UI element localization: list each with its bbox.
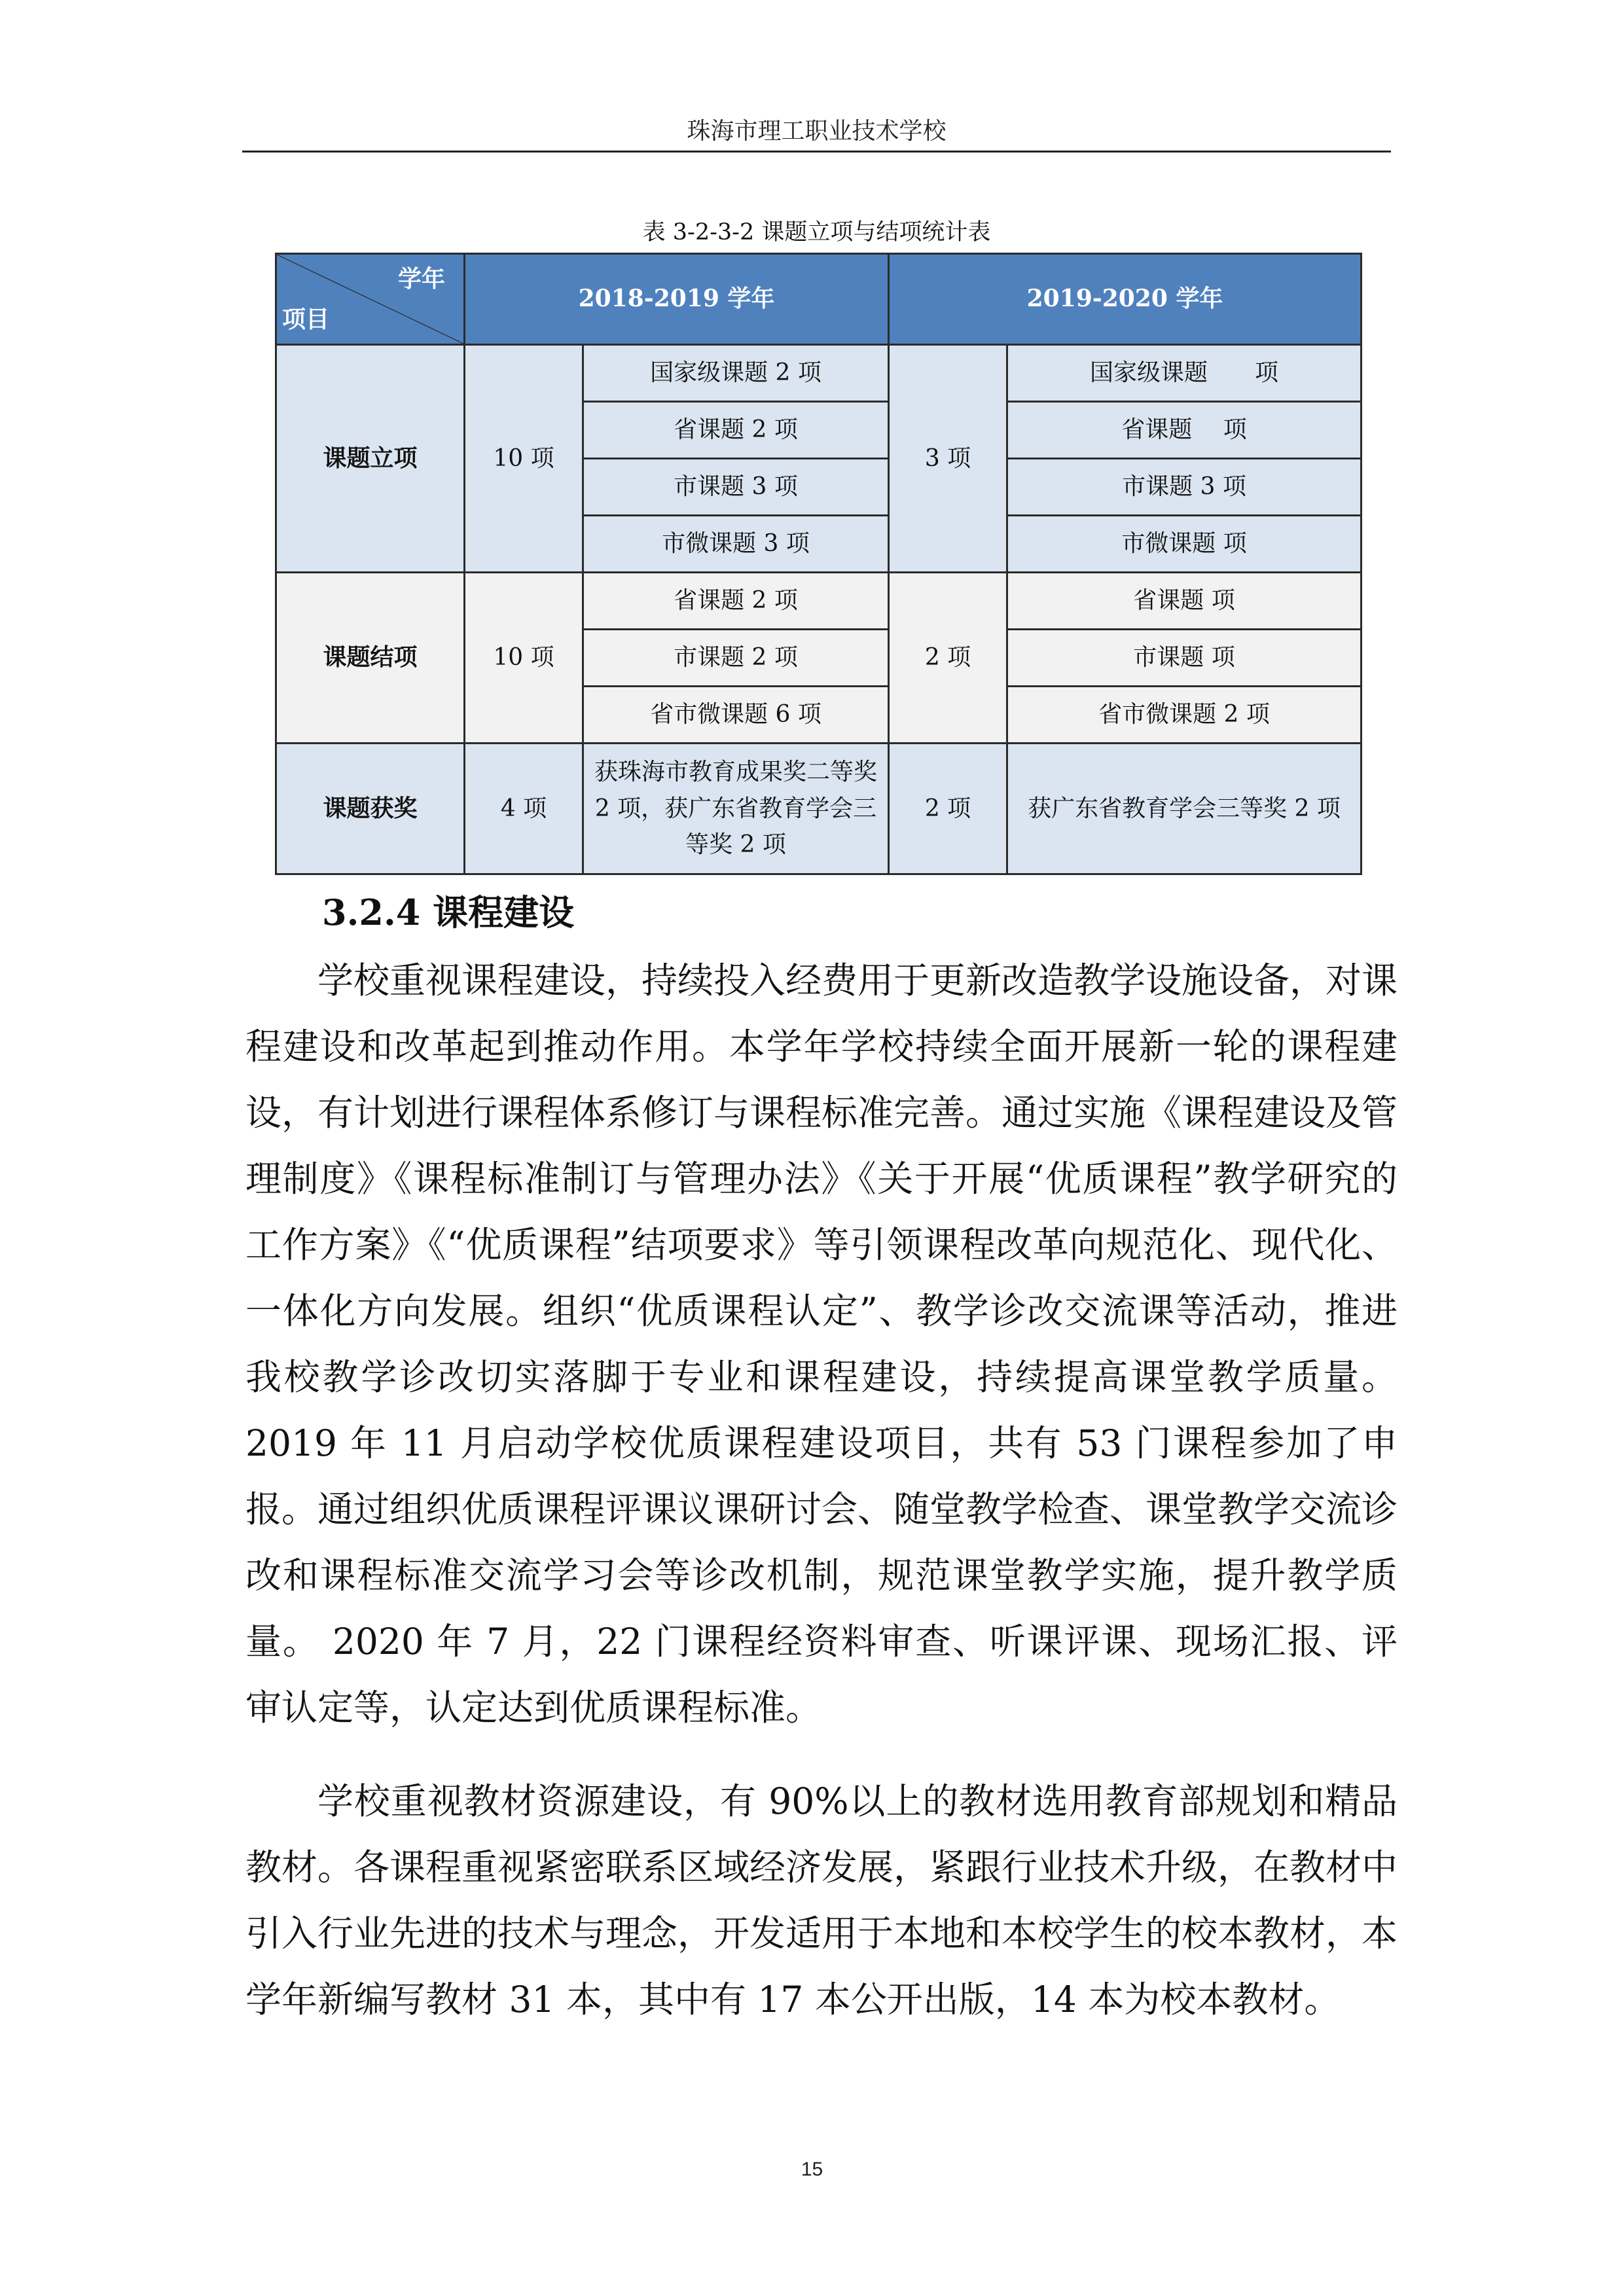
row-header-project-awards: 课题获奖 bbox=[276, 744, 465, 874]
table-corner-cell bbox=[276, 254, 465, 345]
total-cell: 2 项 bbox=[889, 573, 1007, 744]
header-rule bbox=[242, 151, 1391, 152]
item-cell: 市课题 项 bbox=[1007, 630, 1362, 687]
item-cell: 获珠海市教育成果奖二等奖 2 项，获广东省教育学会三等奖 2 项 bbox=[583, 744, 889, 874]
item-cell: 国家级课题 2 项 bbox=[583, 345, 889, 402]
item-cell: 市微课题 项 bbox=[1007, 516, 1362, 573]
item-cell: 国家级课题 项 bbox=[1007, 345, 1362, 402]
table-row bbox=[276, 345, 1362, 402]
item-cell: 获广东省教育学会三等奖 2 项 bbox=[1007, 744, 1362, 874]
row-header-project-completion: 课题结项 bbox=[276, 573, 465, 744]
corner-label-year: 学年 bbox=[397, 265, 445, 293]
corner-label-item: 项目 bbox=[282, 306, 330, 334]
item-cell: 市课题 3 项 bbox=[1007, 459, 1362, 516]
item-cell: 市微课题 3 项 bbox=[583, 516, 889, 573]
table-row bbox=[276, 744, 1362, 874]
table-caption: 表 3-2-3-2 课题立项与结项统计表 bbox=[642, 219, 991, 245]
item-cell: 省课题 2 项 bbox=[583, 402, 889, 459]
total-cell: 2 项 bbox=[889, 744, 1007, 874]
page-header-title: 珠海市理工职业技术学校 bbox=[687, 118, 947, 145]
item-cell: 省课题 项 bbox=[1007, 573, 1362, 630]
item-cell: 市课题 3 项 bbox=[583, 459, 889, 516]
body-paragraph: 学校重视课程建设，持续投入经费用于更新改造教学设施设备，对课程建设和改革起到推动作用。本学年学校持续全面开展新一轮的课程建设，有计划进行课程体系修订与课程标准完善。通过实施《课程建设及管理制度》《课程标准制订与管理办法》《关于开展“优质课程”教学研究的工作方案》《“优质课程”结项要求》等引领课程改革向规范化、现代化、一体化方向发展。组织“优质课程认定”、教学诊改交流课等活动，推进我校教学诊改切实落脚于专业和课程建设，持续提高课堂教学质量。2019 年 11 月启动学校优质课程建设项目，共有 53 门课程参加了申报。通过组织优质课程评课议课研讨会、随堂教学检查、课堂教学交流诊改和课程标准交流学习会等诊改机制，规范课堂教学实施，提升教学质量。 2020 年 7 月，22 门课程经资料审查、听课评课、现场汇报、评审认定等，认定达到优质课程标准。 bbox=[245, 960, 1398, 1729]
item-cell: 市课题 2 项 bbox=[583, 630, 889, 687]
table-header-row bbox=[276, 254, 1362, 345]
project-statistics-table bbox=[275, 253, 1362, 875]
total-cell: 3 项 bbox=[889, 345, 1007, 573]
row-header-project-approval: 课题立项 bbox=[276, 345, 465, 573]
total-cell: 10 项 bbox=[465, 573, 583, 744]
item-cell: 省市微课题 6 项 bbox=[583, 687, 889, 744]
total-cell: 10 项 bbox=[465, 345, 583, 573]
total-cell: 4 项 bbox=[465, 744, 583, 874]
section-heading: 3.2.4 课程建设 bbox=[322, 891, 575, 933]
item-cell: 省课题 项 bbox=[1007, 402, 1362, 459]
body-paragraph: 学校重视教材资源建设，有 90%以上的教材选用教育部规划和精品教材。各课程重视紧密联系区域经济发展，紧跟行业技术升级，在教材中引入行业先进的技术与理念，开发适用于本地和本校学生的校本教材，本学年新编写教材 31 本，其中有 17 本公开出版，14 本为校本教材。 bbox=[245, 1780, 1398, 2020]
item-cell: 省课题 2 项 bbox=[583, 573, 889, 630]
year-header-2018: 2018-2019 学年 bbox=[465, 254, 889, 345]
item-cell: 省市微课题 2 项 bbox=[1007, 687, 1362, 744]
year-header-2019: 2019-2020 学年 bbox=[889, 254, 1362, 345]
page-number: 15 bbox=[801, 2159, 823, 2180]
table-row bbox=[276, 573, 1362, 630]
